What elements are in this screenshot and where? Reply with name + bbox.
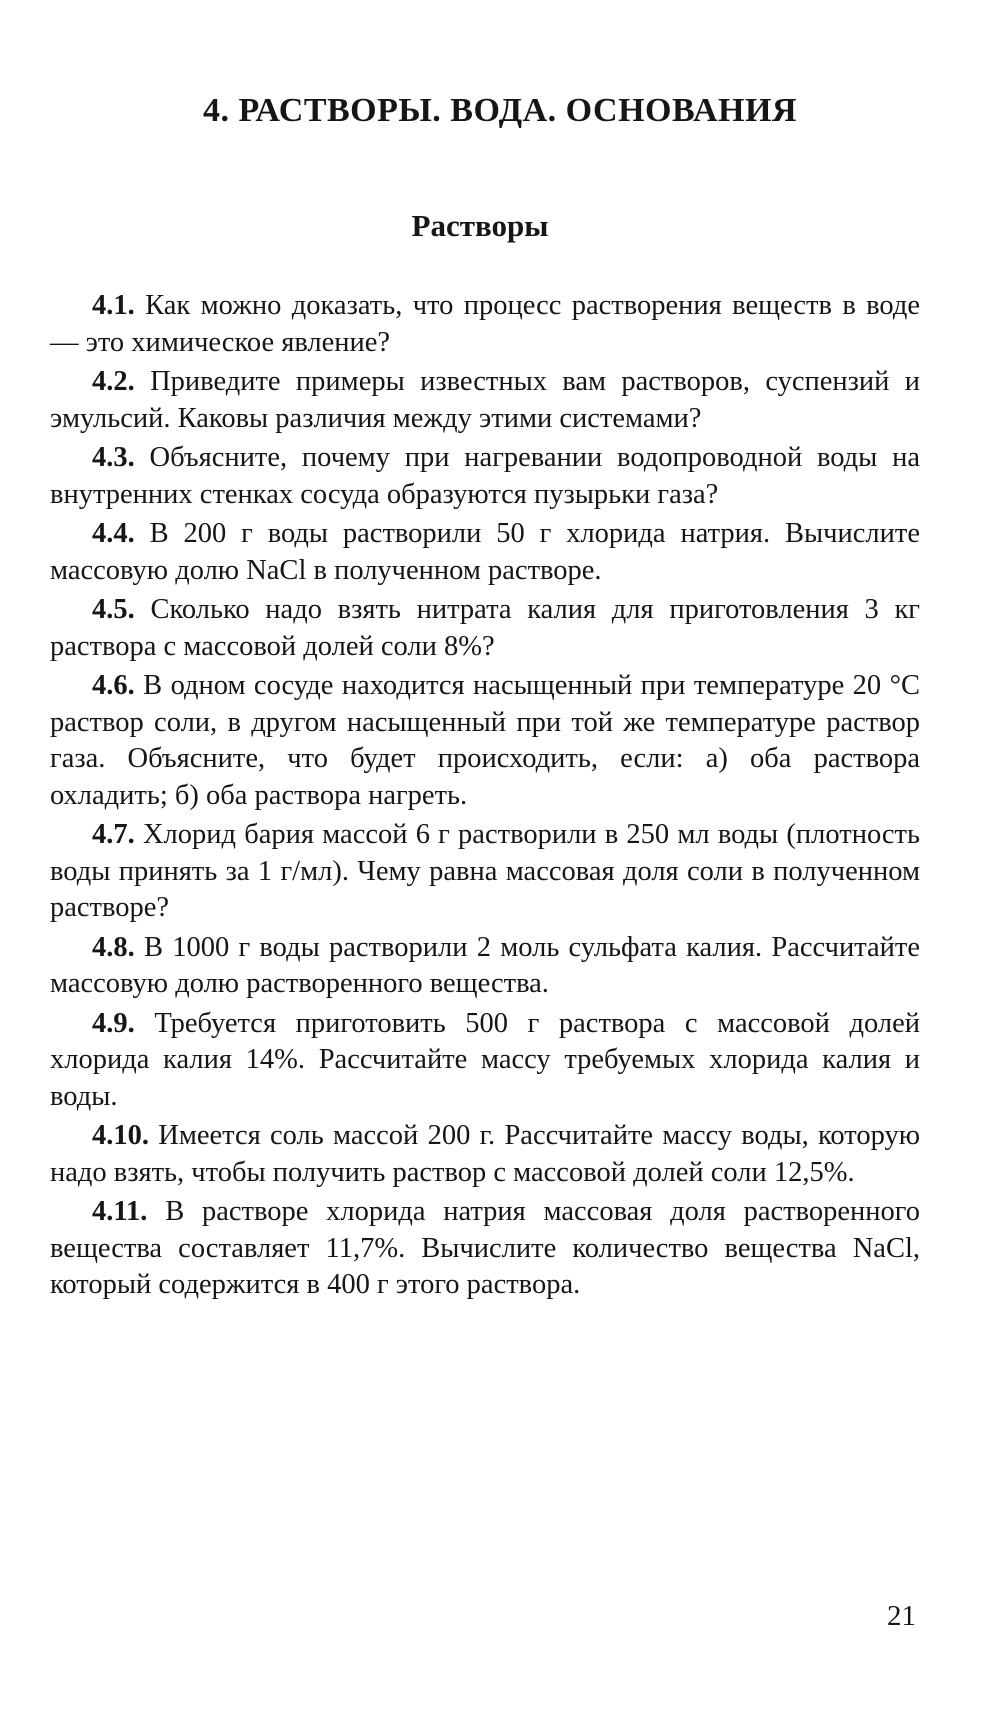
problem-4-2: [50, 364, 920, 437]
problem-4-8: [50, 930, 920, 1003]
problem-number: 4.1.: [92, 290, 135, 321]
problem-4-3: [50, 440, 920, 513]
problem-4-11: [50, 1194, 920, 1304]
problem-text: В 1000 г воды растворили 2 моль сульфата калия. Рассчитайте массовую долю растворенного вещества.: [50, 931, 921, 999]
problem-4-9: [50, 1006, 920, 1116]
problem-number: 4.2.: [92, 366, 135, 397]
problem-4-10: [50, 1118, 920, 1191]
problem-text: В растворе хлорида натрия массовая доля растворенного вещества составляет 11,7%. Вычислите количество вещества NaCl, который содержится в 400 г этого раствора.: [50, 1196, 920, 1300]
problem-number: 4.10.: [92, 1120, 149, 1151]
problem-number: 4.7.: [92, 819, 135, 850]
problem-4-7: [50, 817, 920, 927]
problem-text: Хлорид бария массой 6 г растворили в 250 мл воды (плотность воды принять за 1 г/мл). Чему равна массовая доля соли в полученном растворе?: [50, 819, 921, 923]
problem-4-4: [50, 516, 920, 589]
problem-number: 4.5.: [92, 594, 135, 625]
problem-text: Приведите примеры известных вам растворов, суспензий и эмульсий. Каковы различия между этими системами?: [50, 366, 920, 434]
problem-number: 4.4.: [92, 518, 135, 549]
page-number: 21: [887, 1600, 916, 1632]
problem-text: Сколько надо взять нитрата калия для приготовления 3 кг раствора с массовой долей соли 8%?: [50, 594, 921, 662]
chapter-title: 4. РАСТВОРЫ. ВОДА. ОСНОВАНИЯ: [202, 92, 797, 129]
problem-number: 4.9.: [92, 1007, 135, 1039]
problem-text: Как можно доказать, что процесс растворения веществ в воде — это химическое явление?: [50, 290, 921, 358]
problem-text: Имеется соль массой 200 г. Рассчитайте массу воды, которую надо взять, чтобы получить раствор с массовой долей соли 12,5%.: [50, 1120, 920, 1188]
problem-4-5: [50, 592, 920, 665]
section-title: Растворы: [411, 208, 549, 243]
problem-number: 4.8.: [92, 931, 135, 963]
problem-text: Объясните, почему при нагревании водопроводной воды на внутренних стенках сосуда образуются пузырьки газа?: [50, 442, 921, 510]
problem-number: 4.6.: [92, 670, 135, 701]
problem-number: 4.11.: [92, 1196, 148, 1227]
problem-number: 4.3.: [92, 442, 135, 473]
problem-4-6: [50, 668, 920, 814]
problem-list: [50, 288, 920, 1307]
problem-4-1: [50, 288, 920, 361]
problem-text: Требуется приготовить 500 г раствора с массовой долей хлорида калия 14%. Рассчитайте массу требуемых хлорида калия и воды.: [50, 1007, 920, 1112]
problem-text: В 200 г воды растворили 50 г хлорида натрия. Вычислите массовую долю NaCl в полученном растворе.: [50, 518, 920, 586]
problem-text: В одном сосуде находится насыщенный при температуре 20 °С раствор соли, в другом насыщенный при той же температуре раствор газа. Объясните, что будет происходить, если: а) оба раствора охладить; б) оба раствора нагреть.: [50, 670, 920, 811]
